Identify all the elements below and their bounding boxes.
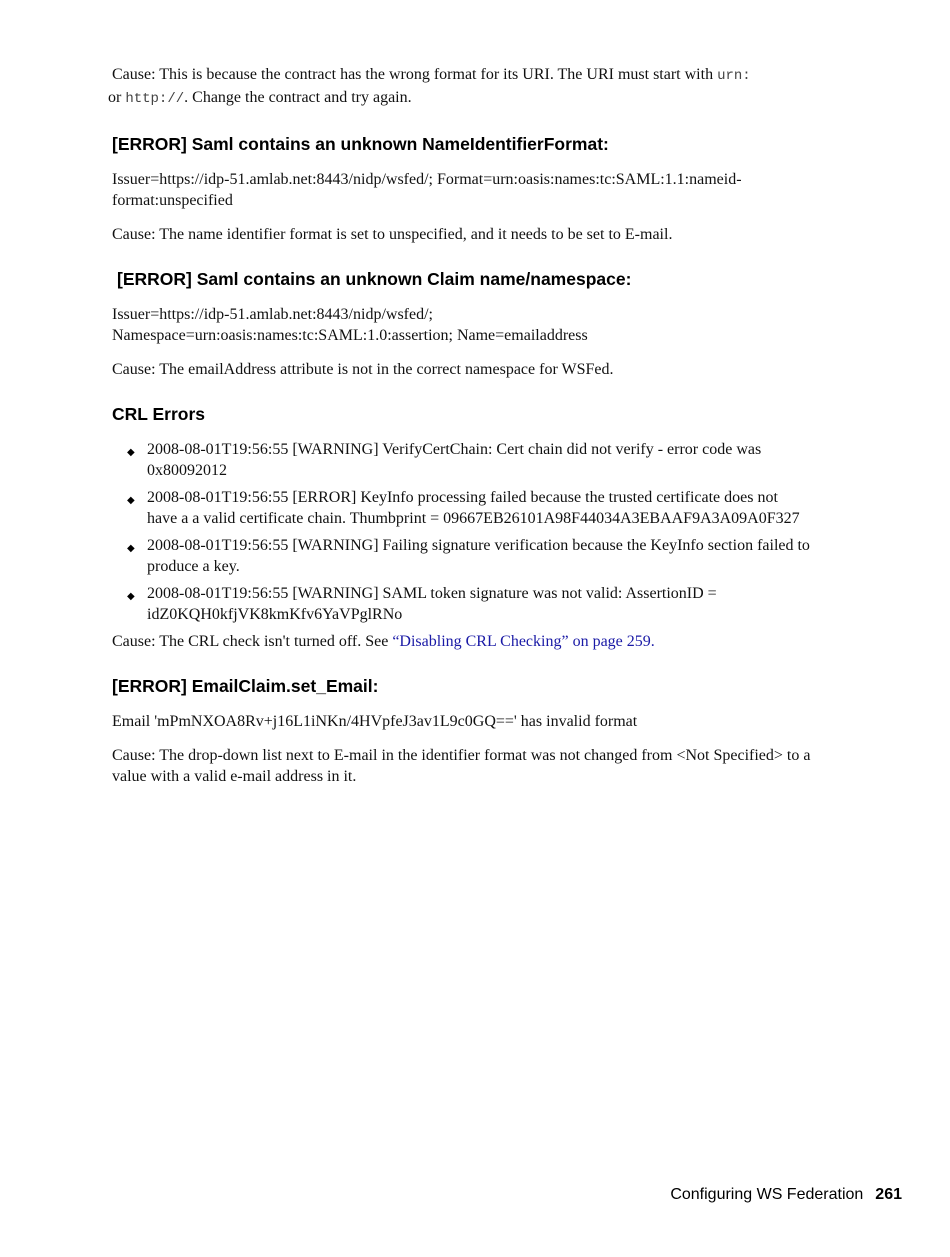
claim-detail-line1: Issuer=https://idp-51.amlab.net:8443/nidp/wsfed/; [112, 306, 433, 323]
bullet-diamond-icon: ◆ [127, 447, 135, 458]
claim-detail-line2: Namespace=urn:oasis:names:tc:SAML:1.0:assertion; Name=emailaddress [112, 327, 588, 344]
page-footer [670, 1186, 902, 1204]
crl-cause [112, 631, 812, 652]
footer-title: Configuring WS Federation [670, 1186, 864, 1203]
http-code: http:// [125, 91, 185, 107]
claim-namespace-detail [112, 304, 812, 346]
nameid-format-cause: Cause: The name identifier format is set to unspecified, and it needs to be set to E-mail. [112, 226, 673, 243]
crl-cause-text: Cause: The CRL check isn't turned off. See [112, 633, 393, 650]
email-claim-cause: Cause: The drop-down list next to E-mail in the identifier format was not changed from <Not Specified> to a value with a valid e-mail address in it. [112, 747, 811, 785]
section-heading-crl-errors: CRL Errors [112, 404, 206, 424]
uri-cause-paragraph [108, 64, 812, 110]
claim-namespace-cause: Cause: The emailAddress attribute is not in the correct namespace for WSFed. [112, 361, 614, 378]
section-heading-email-claim: [ERROR] EmailClaim.set_Email: [112, 676, 379, 696]
document-page [108, 64, 812, 800]
bullet-diamond-icon: ◆ [127, 591, 135, 602]
bullet-diamond-icon: ◆ [127, 495, 135, 506]
section-heading-nameid-format: [ERROR] Saml contains an unknown NameIdentifierFormat: [112, 134, 609, 154]
section-heading-claim-namespace: [ERROR] Saml contains an unknown Claim name/namespace: [117, 269, 632, 289]
list-item-text: 2008-08-01T19:56:55 [ERROR] KeyInfo processing failed because the trusted certificate does not have a a valid certificate chain. Thumbprint = 09667EB26101A98F44034A3EBAAF9A3A09A0F327 [147, 489, 800, 527]
disabling-crl-checking-link[interactable]: “Disabling CRL Checking” on page 259. [392, 633, 655, 650]
nameid-format-detail: Issuer=https://idp-51.amlab.net:8443/nidp/wsfed/; Format=urn:oasis:names:tc:SAML:1.1:nameid-format:unspecified [112, 171, 742, 209]
bullet-diamond-icon: ◆ [127, 543, 135, 554]
crl-error-list [112, 439, 812, 625]
list-item [112, 487, 812, 529]
list-item [112, 439, 812, 481]
page-number: 261 [875, 1186, 902, 1203]
list-item [112, 583, 812, 625]
list-item-text: 2008-08-01T19:56:55 [WARNING] VerifyCertChain: Cert chain did not verify - error code was 0x80092012 [147, 441, 762, 479]
or-text: or [108, 89, 126, 106]
uri-cause-text: Cause: This is because the contract has the wrong format for its URI. The URI must start with [112, 66, 718, 83]
email-claim-detail: Email 'mPmNXOA8Rv+j16L1iNKn/4HVpfeJ3av1L9c0GQ==' has invalid format [112, 713, 638, 730]
uri-cause-suffix: . Change the contract and try again. [184, 89, 412, 106]
list-item [112, 535, 812, 577]
list-item-text: 2008-08-01T19:56:55 [WARNING] SAML token signature was not valid: AssertionID = idZ0KQH0kfjVK8kmKfv6YaVPglRNo [147, 585, 717, 623]
list-item-text: 2008-08-01T19:56:55 [WARNING] Failing signature verification because the KeyInfo section failed to produce a key. [147, 537, 810, 575]
urn-code: urn: [717, 68, 751, 84]
